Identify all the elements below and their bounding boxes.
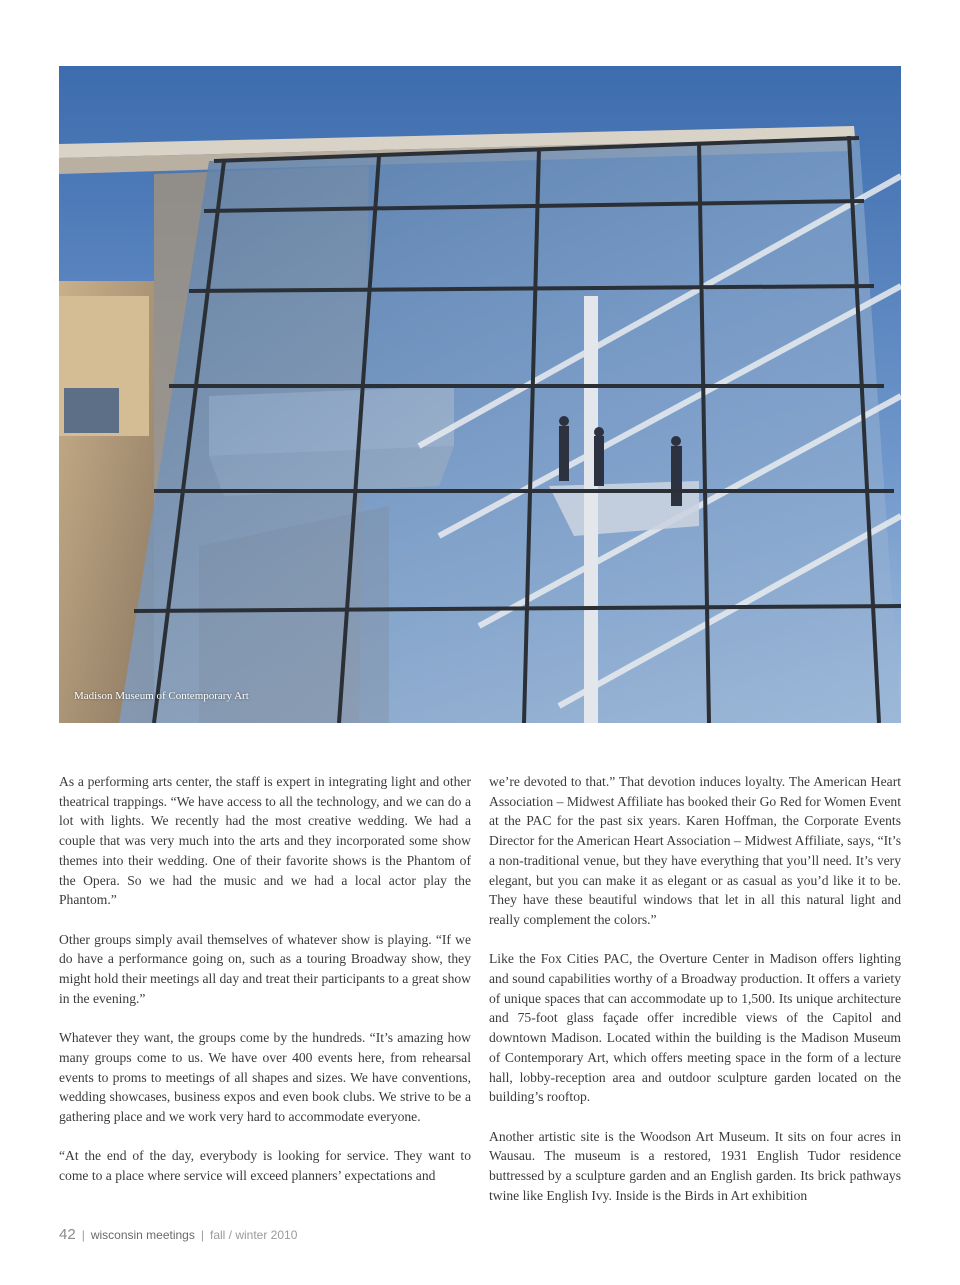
issue-date: fall / winter 2010 bbox=[209, 1228, 298, 1242]
paragraph: we’re devoted to that.” That devotion induces loyalty. The American Heart Association – Midwest Affiliate has booked their Go Red for Women Event at the PAC for the past six years. Karen Hoffman, the Corporate Events Director for the American Heart Association – Midwest Affiliate, says, “It’s a non-traditional venue, but they have everything that you’ll need. It’s very elegant, but you can make it as elegant or as casual as you’d like it to be. They have these beautiful windows that let in all this natural light and really complement the colors.” bbox=[489, 774, 901, 927]
article-left-column bbox=[59, 772, 471, 1205]
photo-caption: Madison Museum of Contemporary Art bbox=[74, 690, 249, 702]
article-photo bbox=[59, 66, 901, 723]
paragraph: Whatever they want, the groups come by the hundreds. “It’s amazing how many groups come to us. We have over 400 events here, from rehearsal events to proms to meetings of all shapes and sizes. We have conventions, wedding showcases, business expos and even book clubs. We strive to be a gathering place and we work very hard to accommodate everyone. bbox=[59, 1030, 471, 1124]
article-right-column bbox=[489, 772, 901, 1225]
publication-name: wisconsin meetings bbox=[90, 1228, 195, 1242]
paragraph: As a performing arts center, the staff is expert in integrating light and other theatrical trappings. “We have access to all the technology, and we can do a lot with lights. We recently had the most creative wedding. We had a couple that was very much into the arts and they incorporated some show themes into their wedding. One of their favorite shows is the Phantom of the Opera. So we had the music and we had a local actor play the Phantom.” bbox=[59, 774, 471, 908]
page-footer bbox=[59, 1226, 297, 1243]
paragraph: Another artistic site is the Woodson Art Museum. It sits on four acres in Wausau. The museum is a restored, 1931 English Tudor residence buttressed by a sculpture garden and an English garden. Its brick pathways twine like English Ivy. Inside is the Birds in Art exhibition bbox=[489, 1128, 901, 1203]
paragraph: “At the end of the day, everybody is looking for service. They want to come to a place where service will exceed planners’ expectations and bbox=[59, 1148, 471, 1184]
paragraph: Like the Fox Cities PAC, the Overture Center in Madison offers lighting and sound capabilities worthy of a Broadway production. It offers a variety of unique spaces that can accommodate up to 1,500. Its unique architecture and 75-foot glass façade offer incredible views of the Capitol and downtown Madison. Located within the building is the Madison Museum of Contemporary Art, which offers meeting space in the form of a lecture hall, lobby-reception area and outdoor sculpture garden located on the building’s rooftop. bbox=[489, 951, 901, 1105]
footer-separator: | bbox=[200, 1228, 204, 1242]
paragraph: Other groups simply avail themselves of whatever show is playing. “If we do have a performance going on, such as a touring Broadway show, they might hold their meetings all day and treat their participants to a great show in the evening.” bbox=[59, 931, 471, 1006]
museum-glass-facade-illustration bbox=[59, 66, 901, 723]
footer-separator: | bbox=[81, 1228, 85, 1242]
page-number: 42 bbox=[59, 1226, 76, 1243]
